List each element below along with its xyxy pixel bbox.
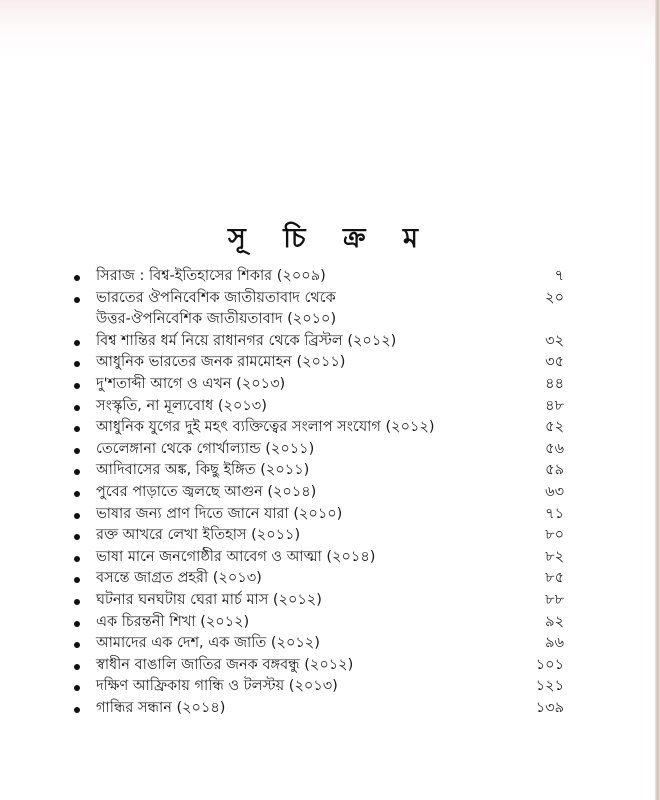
toc-entry-title-line1: বিশ্ব শান্তির ধর্ম নিয়ে রাধানগর থেকে ব্রিস্টল (২০১২)	[96, 332, 397, 349]
toc-entry-title-line1: সিরাজ : বিশ্ব-ইতিহাসের শিকার (২০০৯)	[96, 268, 326, 284]
toc-entry-title-line1: আমাদের এক দেশ, এক জাতি (২০১২)	[96, 635, 320, 652]
page-edge-shadow	[655, 0, 660, 800]
toc-entry-title-line1: আদিবাসের অঙ্ক, কিছু ইঙ্গিত (২০১১)	[96, 462, 310, 479]
toc-entry-title-line1: ভাষা মানে জনগোষ্ঠীর আবেগ ও আত্মা (২০১৪)	[96, 548, 376, 565]
toc-entry-page-number: ৮২	[545, 548, 564, 565]
toc-entry-page-number: ১০১	[535, 656, 564, 673]
toc-entry-title-line1: আধুনিক যুগের দুই মহৎ ব্যক্তিত্বের সংলাপ সংযোগ (২০১২)	[96, 419, 435, 436]
toc-entry	[74, 482, 564, 504]
toc-entry-title-line1: রক্ত আখরে লেখা ইতিহাস (২০১১)	[96, 527, 301, 544]
bullet-icon	[74, 426, 80, 432]
toc-entry-title-line1: দু'শতাব্দী আগে ও এখন (২০১৩)	[96, 375, 286, 392]
toc-entry	[74, 352, 564, 374]
toc-entry-title	[96, 547, 524, 569]
toc-entry-title-line1: গান্ধির সন্ধান (২০১৪)	[96, 699, 226, 716]
bullet-icon	[74, 707, 80, 713]
toc-entry-page-number: ৩২	[545, 332, 564, 349]
bullet-icon	[74, 297, 80, 303]
toc-entry-title	[96, 374, 524, 396]
bullet-icon	[74, 275, 80, 281]
bullet-icon	[74, 642, 80, 648]
toc-entry-title	[96, 698, 524, 720]
toc-entry	[74, 331, 564, 353]
toc-entry-title	[96, 331, 524, 353]
toc-entry-title	[96, 676, 524, 698]
toc-entry-title	[96, 288, 524, 331]
toc-entry-title	[96, 482, 524, 504]
toc-entry-title-line1: বসন্তে জাগ্রত প্রহরী (২০১৩)	[96, 570, 262, 587]
toc-entry-title-line1: স্বাধীন বাঙালি জাতির জনক বঙ্গবন্ধু (২০১২)	[96, 656, 354, 673]
toc-entry-title	[96, 568, 524, 590]
toc-entry-page-number: ৮৮	[545, 591, 564, 608]
bullet-icon	[74, 469, 80, 475]
toc-entry-title	[96, 396, 524, 418]
toc-entry-title-line2: উত্তর-ঔপনিবেশিক জাতীয়তাবাদ (২০১০)	[96, 311, 337, 328]
toc-entry-title-line1: তেলেঙ্গানা থেকে গোর্খাল্যান্ড (২০১১)	[96, 440, 315, 457]
toc-entry	[74, 676, 564, 698]
toc-entry-title-line1: ভাষার জন্য প্রাণ দিতে জানে যারা (২০১০)	[96, 505, 343, 522]
toc-entry	[74, 396, 564, 418]
toc-entry-title-line1: ভারতের ঔপনিবেশিক জাতীয়তাবাদ থেকে	[96, 289, 336, 306]
toc-entry-page-number: ৭১	[545, 505, 564, 522]
toc-entry	[74, 439, 564, 461]
toc-entry	[74, 655, 564, 677]
toc-entry	[74, 417, 564, 439]
toc-entry	[74, 568, 564, 590]
toc-entry-title	[96, 417, 524, 439]
toc-entry-title	[96, 504, 524, 526]
page-title: সূ চি ক্র ম	[228, 223, 432, 255]
toc-entry-title-line1: দক্ষিণ আফ্রিকায় গান্ধি ও টলস্টয় (২০১৩)	[96, 678, 338, 695]
bullet-icon	[74, 448, 80, 454]
next-page-text-fragment	[310, 792, 490, 800]
toc-entry-page-number: ১৩৯	[535, 699, 564, 716]
toc-entry	[74, 698, 564, 720]
toc-entry-title	[96, 633, 524, 655]
toc-entry	[74, 374, 564, 396]
toc-entry-page-number: ৯৬	[545, 635, 564, 652]
toc-entry-title	[96, 439, 524, 461]
bullet-icon	[74, 361, 80, 367]
toc-entry-title	[96, 352, 524, 374]
toc-entry	[74, 633, 564, 655]
toc-entry-page-number: ৭	[554, 268, 564, 284]
toc-entry	[74, 612, 564, 634]
bullet-icon	[74, 513, 80, 519]
bullet-icon	[74, 383, 80, 389]
bullet-icon	[74, 685, 80, 691]
toc-entry-title-line1: আধুনিক ভারতের জনক রামমোহন (২০১১)	[96, 354, 346, 371]
toc-entry	[74, 288, 564, 331]
bullet-icon	[74, 534, 80, 540]
toc-entry-title-line1: এক চিরন্তনী শিখা (২০১২)	[96, 613, 250, 630]
toc-entry	[74, 266, 564, 288]
toc-entry-title-line1: সংস্কৃতি, না মূল্যবোধ (২০১৩)	[96, 397, 267, 414]
bullet-icon	[74, 491, 80, 497]
toc-entry	[74, 547, 564, 569]
toc-entry-page-number: ৮০	[545, 527, 564, 544]
toc-entry-page-number: ৯২	[545, 613, 564, 630]
toc-entry-page-number: ৫৯	[545, 462, 564, 479]
toc-entry-title-line1: ঘটনার ঘনঘটায় ঘেরা মার্চ মাস (২০১২)	[96, 591, 322, 608]
toc-entry-page-number: ৪৪	[545, 375, 564, 392]
toc-entry-page-number: ২০	[545, 289, 564, 306]
toc-entry-page-number: ৬৩	[545, 483, 564, 500]
toc-entry-title	[96, 525, 524, 547]
toc-entry-title	[96, 612, 524, 634]
toc-entry-page-number: ১২১	[535, 678, 564, 695]
bullet-icon	[74, 664, 80, 670]
bullet-icon	[74, 621, 80, 627]
toc-entry-title-line1: পুবের পাড়াতে জ্বলছে আগুন (২০১৪)	[96, 483, 317, 500]
bullet-icon	[74, 340, 80, 346]
toc-entry-page-number: ৮৫	[545, 570, 564, 587]
toc-entry-page-number: ৪৮	[545, 397, 564, 414]
bullet-icon	[74, 599, 80, 605]
toc-entry-title	[96, 460, 524, 482]
toc-entry	[74, 590, 564, 612]
bullet-icon	[74, 556, 80, 562]
toc-entry-page-number: ৩৫	[545, 354, 564, 371]
toc-entry-title	[96, 590, 524, 612]
toc-entry-title	[96, 655, 524, 677]
toc-entry	[74, 460, 564, 482]
toc-entry	[74, 504, 564, 526]
toc-entry-page-number: ৫২	[545, 419, 564, 436]
bullet-icon	[74, 577, 80, 583]
bullet-icon	[74, 405, 80, 411]
table-of-contents	[74, 266, 564, 719]
toc-entry-title	[96, 266, 524, 288]
toc-entry	[74, 525, 564, 547]
toc-entry-page-number: ৫৬	[545, 440, 564, 457]
